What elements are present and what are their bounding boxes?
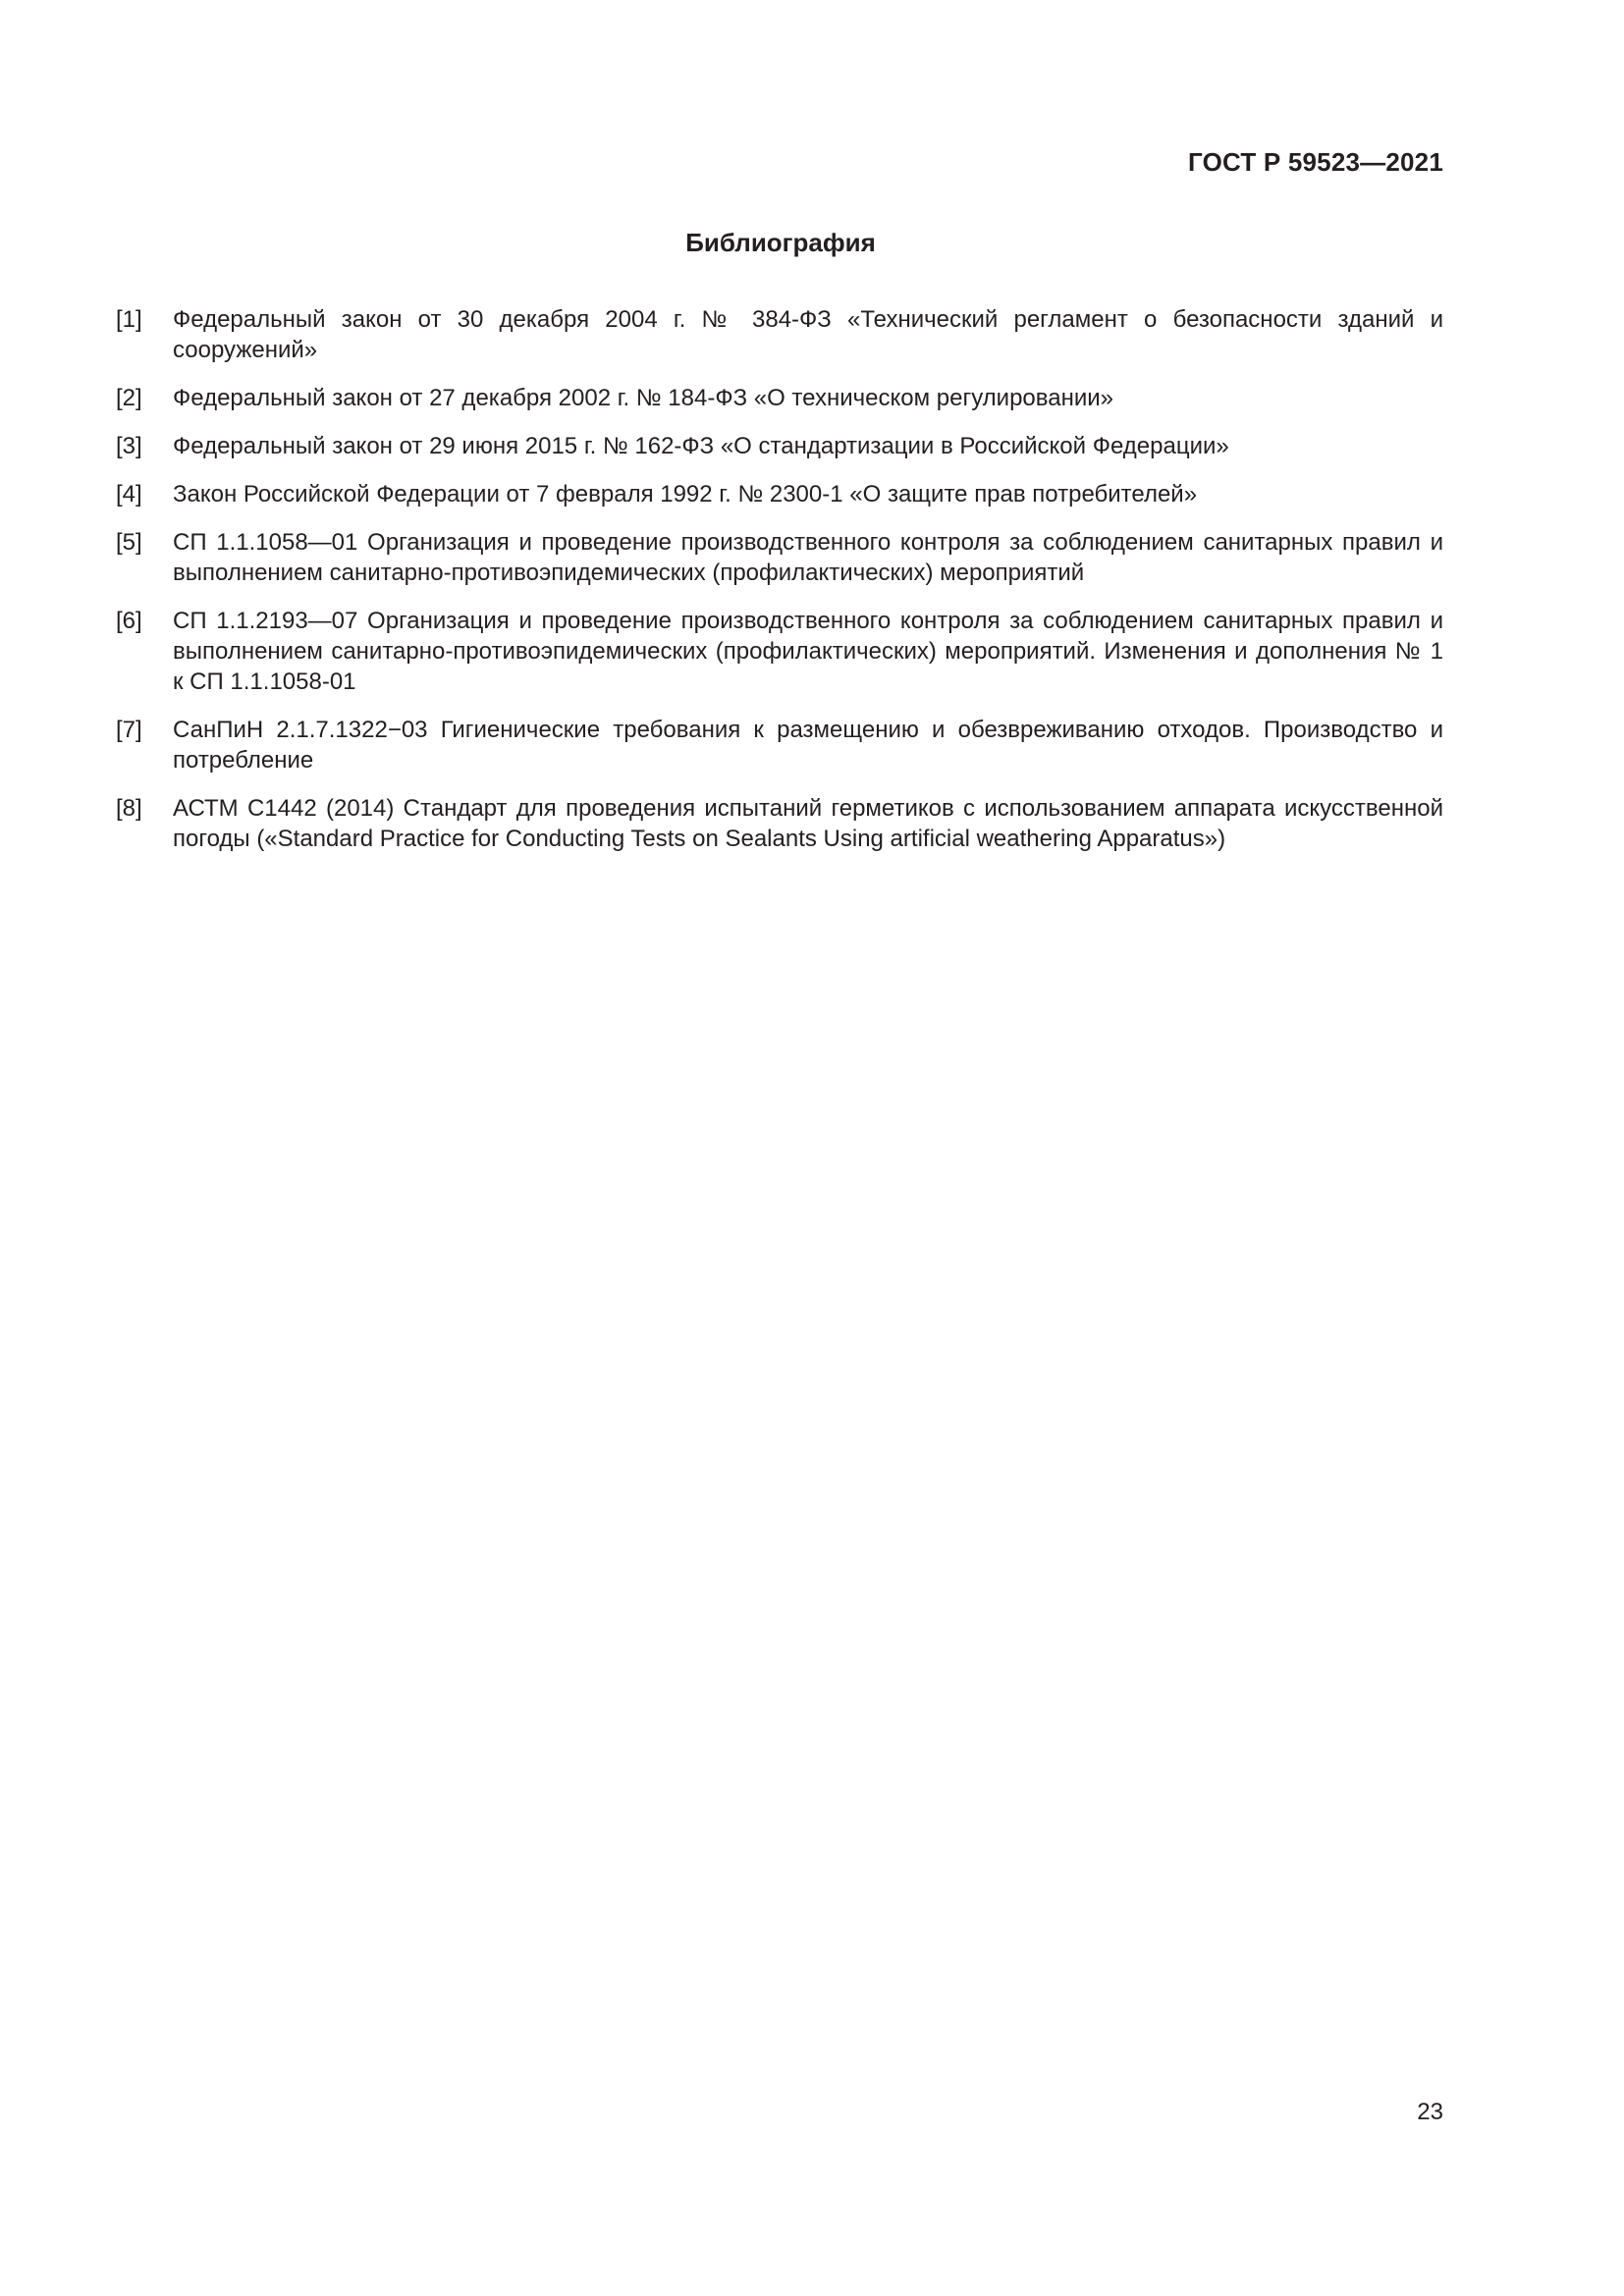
bibliography-entry bbox=[116, 304, 1443, 365]
entry-text: Федеральный закон от 29 июня 2015 г. № 162-ФЗ «О стандартизации в Российской Федерации» bbox=[173, 433, 1229, 459]
page-number: 23 bbox=[1417, 2099, 1443, 2125]
entry-text: СП 1.1.1058—01 Организация и проведение производственного контроля за соблюдением санитарных правил и выполнением санитарно-противоэпидемических (профилактических) мероприятий bbox=[173, 529, 1443, 586]
entry-text: Закон Российской Федерации от 7 февраля 1992 г. № 2300-1 «О защите прав потребителей» bbox=[173, 481, 1198, 507]
section-title: Библиография bbox=[685, 228, 876, 257]
entry-number: [7] bbox=[116, 717, 142, 743]
entry-number: [3] bbox=[116, 433, 142, 459]
entry-number: [5] bbox=[116, 529, 142, 556]
bibliography-entry bbox=[116, 431, 1443, 461]
bibliography-entry bbox=[116, 715, 1443, 775]
bibliography-entry bbox=[116, 479, 1443, 509]
document-code: ГОСТ Р 59523—2021 bbox=[1188, 147, 1443, 177]
entry-number: [2] bbox=[116, 385, 142, 411]
bibliography-list bbox=[116, 304, 1443, 872]
bibliography-entry bbox=[116, 527, 1443, 588]
bibliography-entry bbox=[116, 793, 1443, 854]
entry-number: [1] bbox=[116, 306, 142, 333]
entry-text: АСТМ С1442 (2014) Стандарт для проведения испытаний герметиков с использованием аппарата искусственной погоды («Standard Practice for Conducting Tests on Sealants Using artificial weathering Apparatus») bbox=[173, 795, 1443, 852]
bibliography-entry bbox=[116, 606, 1443, 697]
entry-text: Федеральный закон от 27 декабря 2002 г. № 184-ФЗ «О техническом регулировании» bbox=[173, 385, 1114, 411]
entry-number: [8] bbox=[116, 795, 142, 822]
entry-text: СанПиН 2.1.7.1322−03 Гигиенические требования к размещению и обезвреживанию отходов. Производство и потребление bbox=[173, 717, 1443, 774]
entry-text: Федеральный закон от 30 декабря 2004 г. № 384-ФЗ «Технический регламент о безопасности зданий и сооружений» bbox=[173, 306, 1443, 363]
bibliography-entry bbox=[116, 383, 1443, 413]
entry-number: [6] bbox=[116, 608, 142, 634]
entry-number: [4] bbox=[116, 481, 142, 507]
entry-text: СП 1.1.2193—07 Организация и проведение производственного контроля за соблюдением санитарных правил и выполнением санитарно-противоэпидемических (профилактических) мероприятий. Изменения и дополнения № 1 к СП 1.1.1058-01 bbox=[173, 608, 1443, 695]
